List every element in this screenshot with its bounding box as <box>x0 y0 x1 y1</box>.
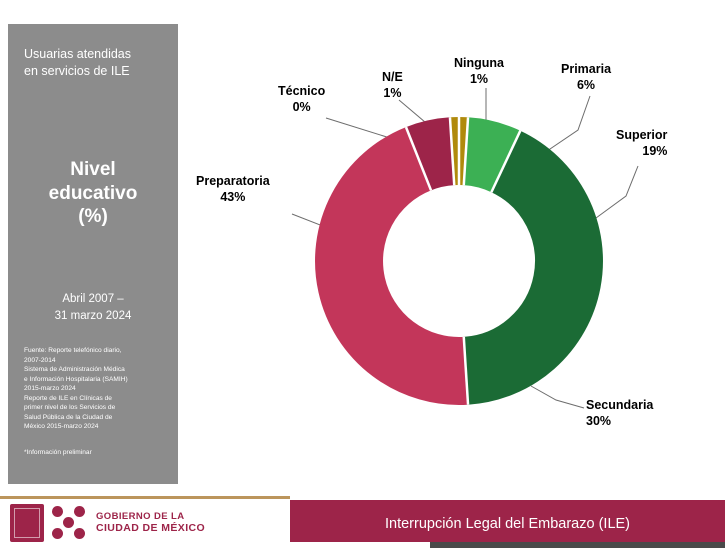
label-ne-name: N/E <box>382 70 403 84</box>
panel-heading-line3: (%) <box>78 206 108 228</box>
source-line-3: Sistema de Administración Médica <box>24 366 125 374</box>
label-secundaria-pct: 30% <box>586 413 612 428</box>
slice-superior[interactable] <box>466 161 569 370</box>
gobierno-text <box>96 512 205 535</box>
panel-subtitle-line1: Usuarias atendidas <box>24 47 132 61</box>
label-ninguna <box>454 56 504 87</box>
panel-subtitle-line2: en servicios de ILE <box>24 63 130 78</box>
label-primaria <box>561 62 611 93</box>
footer-title-bar <box>290 500 725 548</box>
label-preparatoria <box>196 174 270 205</box>
panel-dates <box>24 291 162 324</box>
source-line-6: Reporte de ILE en Clínicas de <box>24 394 112 402</box>
gobierno-line2: CIUDAD DE MÉXICO <box>96 522 206 535</box>
slice-secundaria[interactable] <box>349 159 466 371</box>
label-secundaria <box>586 398 653 429</box>
slice-primaria[interactable] <box>466 151 506 161</box>
panel-heading-line1: Nivel <box>70 158 116 180</box>
label-preparatoria-name: Preparatoria <box>196 174 270 188</box>
label-secundaria-name: Secundaria <box>586 398 654 412</box>
source-line-8: Salud Pública de la Ciudad de <box>24 413 113 421</box>
cdmx-dots-icon <box>52 506 88 540</box>
label-primaria-name: Primaria <box>561 62 612 76</box>
label-preparatoria-pct: 43% <box>220 189 246 204</box>
panel-heading <box>24 158 162 229</box>
slice-preparatoria[interactable] <box>419 151 453 159</box>
source-line-7: primer nivel de los Servicios de <box>24 404 116 412</box>
donut-graphic <box>304 106 614 416</box>
cdmx-emblem-icon <box>10 504 44 542</box>
panel-dates-line1: Abril 2007 – <box>62 293 124 305</box>
panel-dates-line2: 31 marzo 2024 <box>54 309 132 322</box>
panel-source <box>24 346 166 432</box>
label-ne <box>382 70 403 101</box>
source-line-2: 2007-2014 <box>24 356 56 364</box>
footer-gold-rule <box>0 496 290 499</box>
source-line-5: 2015-marzo 2024 <box>24 385 76 393</box>
label-ninguna-pct: 1% <box>469 71 489 86</box>
label-ne-pct: 1% <box>383 85 402 100</box>
source-line-1: Fuente: Reporte telefónico diario, <box>24 347 122 355</box>
label-tecnico <box>278 84 325 115</box>
gobierno-line1: GOBIERNO DE LA <box>96 510 185 522</box>
footer <box>0 500 725 548</box>
bottom-strip-dark <box>430 542 725 548</box>
label-tecnico-name: Técnico <box>278 84 326 98</box>
label-ninguna-name: Ninguna <box>454 56 504 70</box>
source-line-4: e Información Hospitalaria (SAMIH) <box>24 375 128 383</box>
panel-note: *Información preliminar <box>24 449 92 456</box>
label-tecnico-pct: 0% <box>292 99 311 114</box>
label-superior <box>616 128 667 159</box>
panel-heading-line2: educativo <box>48 182 138 204</box>
donut-chart <box>186 18 716 488</box>
label-primaria-pct: 6% <box>576 77 596 92</box>
footer-title: Interrupción Legal del Embarazo (ILE) <box>384 516 631 532</box>
donut-svg <box>304 106 614 416</box>
source-line-9: México 2015-marzo 2024 <box>24 423 99 431</box>
side-panel <box>8 24 178 484</box>
label-superior-name: Superior <box>616 128 668 142</box>
bottom-strip <box>0 542 725 548</box>
label-superior-pct: 19% <box>642 143 668 158</box>
panel-subtitle <box>24 46 162 80</box>
footer-logo <box>10 504 205 542</box>
